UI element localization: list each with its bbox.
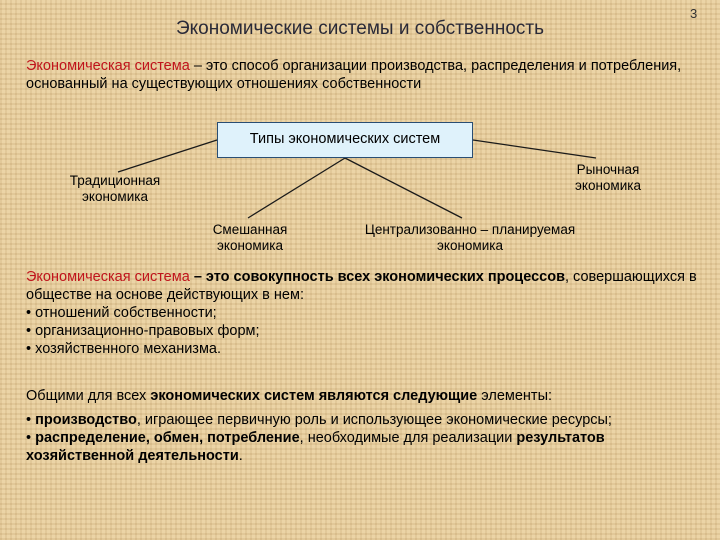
node-market-line2: экономика [575,178,641,193]
node-traditional-line1: Традиционная [69,173,161,188]
page-title: Экономические системы и собственность [175,18,545,39]
definition-text: – это способ организации производства, распределения и потребления, основанный на существующих отношениях собственности [26,58,682,92]
common-bullet-text: , играющее первичную роль и использующее экономические ресурсы; [136,412,612,428]
connector-traditional [118,140,217,172]
node-mixed-line2: экономика [217,238,283,253]
definition-term: Экономическая система [26,58,190,74]
common-bullet-distribution [26,429,706,465]
node-centrally-planned-economy [330,222,610,254]
common-bullet-text: , необходимые для реализации [299,430,517,446]
node-market-line1: Рыночная [576,162,640,177]
definition2-term: Экономическая система [26,269,190,285]
node-traditional-line2: экономика [82,189,148,204]
common-bullet-end: . [238,448,243,464]
definition2-bold: – это совокупность всех экономических процессов [189,269,565,285]
connector-central [345,158,462,218]
common-lead-text: Общими для всех [26,388,151,404]
node-traditional-economy [40,173,190,205]
common-bullet-production [26,411,706,429]
definition2-text: , совершающихся в обществе на основе действующих в нем: [26,269,697,303]
node-mixed-economy [185,222,315,254]
definition2-bullet: • организационно-правовых форм; [26,323,260,339]
common-bullet-bold: распределение, обмен, потребление [35,430,300,446]
definition-economic-processes [26,268,706,358]
common-lead [26,387,706,405]
node-market-economy [548,162,668,194]
node-central-line2: экономика [437,238,503,253]
definition2-bullet: • хозяйственного механизма. [26,341,222,357]
common-bullet-prefix: • [26,412,36,428]
definition2-paragraph [26,268,706,304]
node-mixed-line1: Смешанная [212,222,288,237]
definition2-bullet: • отношений собственности; [26,305,217,321]
economic-system-types-box: Типы экономических систем [217,122,473,158]
common-bullet-bold2: результатов хозяйственной деятельности [26,430,605,464]
common-lead-bold: экономических систем являются следующие [150,388,478,404]
common-elements-section [26,387,706,465]
common-bullet-bold: производство [35,412,137,428]
node-central-line1: Централизованно – планируемая [364,222,576,237]
page-number: 3 [690,6,698,21]
connector-mixed [248,158,345,218]
connector-market [473,140,596,158]
common-bullet-prefix: • [26,430,36,446]
common-lead-tail: элементы: [477,388,553,404]
